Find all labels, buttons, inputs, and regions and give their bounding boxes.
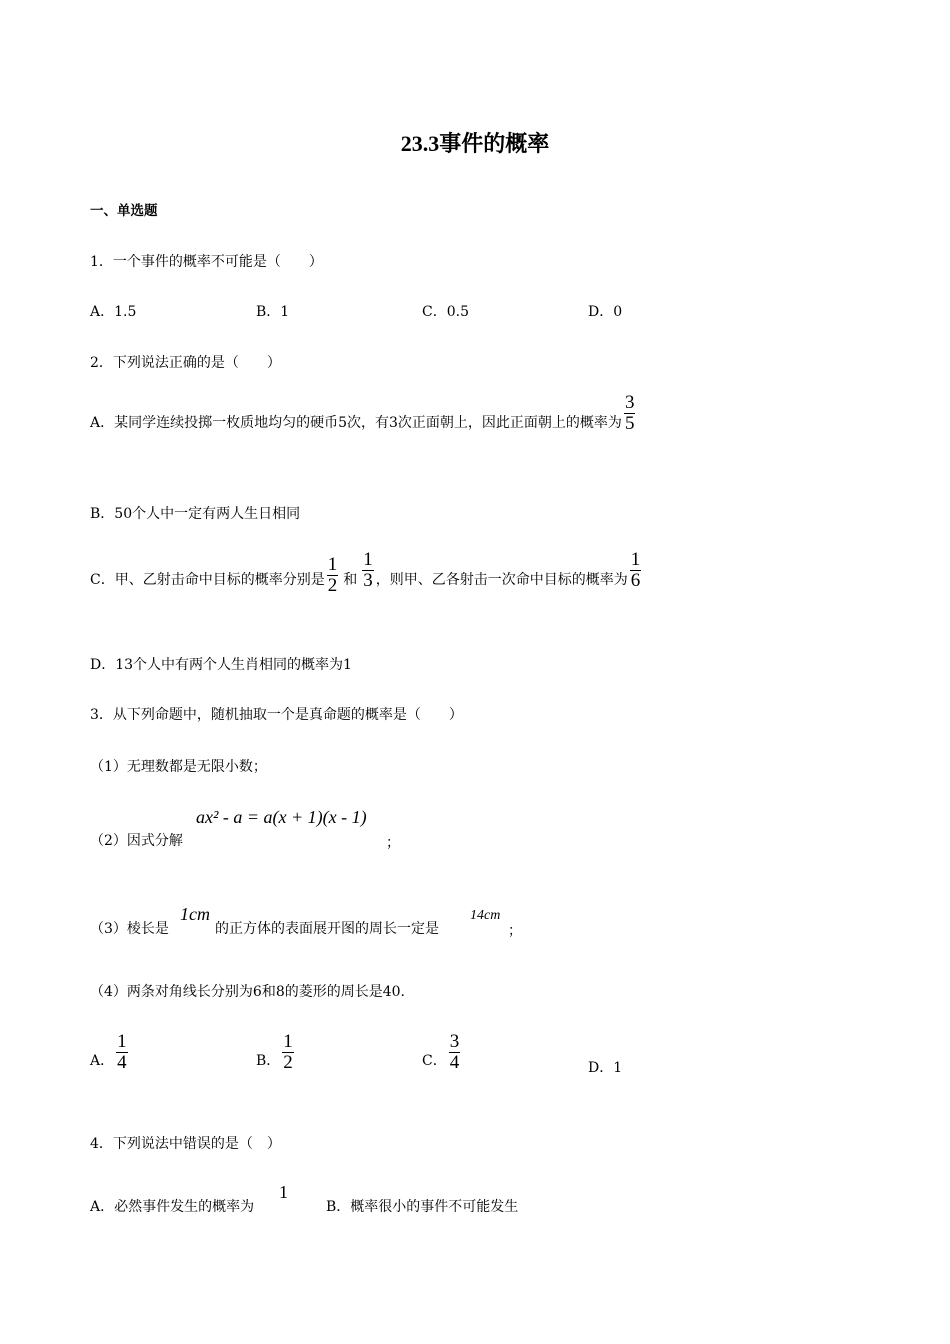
q3-proposition-3-perimeter: 14cm — [470, 908, 501, 923]
q4-option-a-text: A．必然事件发生的概率为 — [90, 1199, 255, 1215]
fraction-numerator: 3 — [449, 1031, 460, 1052]
q2-option-d: D．13个人中有两个人生肖相同的概率为1 — [90, 657, 352, 673]
q2-option-c-text-2: ，则甲、乙各射击一次命中目标的概率为 — [375, 572, 628, 589]
q3-proposition-2-formula — [196, 808, 367, 826]
page-title: 23.3事件的概率 — [400, 131, 550, 156]
q3-option-a-fraction — [116, 1032, 128, 1073]
q4-option-b: B．概率很小的事件不可能发生 — [326, 1199, 519, 1215]
q2-option-c-fraction-3 — [630, 550, 642, 591]
q3-option-c — [422, 1032, 462, 1073]
q3-option-b — [256, 1032, 296, 1073]
factorization-formula: ax² - a = a(x + 1)(x - 1) — [196, 807, 367, 827]
q2-option-c-fraction-1 — [327, 555, 339, 596]
q2-option-c-text-1: C．甲、乙射击命中目标的概率分别是 — [90, 572, 325, 589]
q2-option-a-fraction — [624, 393, 636, 434]
fraction-denominator: 3 — [363, 569, 373, 591]
question-2-stem: 2．下列说法正确的是（ ） — [90, 355, 281, 371]
q2-option-c-fraction-2 — [362, 550, 374, 591]
q3-option-b-label: B． — [256, 1053, 281, 1070]
q2-option-c-and: 和 — [343, 572, 358, 589]
fraction-denominator: 6 — [630, 569, 641, 591]
question-3-stem: 3．从下列命题中，随机抽取一个是真命题的概率是（ ） — [90, 707, 463, 723]
q3-proposition-3-end: ； — [508, 923, 522, 939]
fraction-denominator: 2 — [283, 1051, 293, 1073]
q4-option-a-value: 1 — [279, 1182, 288, 1202]
q2-option-a-text: A．某同学连续投掷一枚质地均匀的硬币5次，有3次正面朝上，因此正面朝上的概率为 — [90, 415, 622, 432]
q1-option-b: B．1 — [256, 304, 290, 320]
fraction-numerator: 3 — [624, 392, 635, 413]
fraction-numerator: 1 — [630, 549, 641, 570]
fraction-numerator: 1 — [363, 549, 373, 570]
fraction-denominator: 4 — [449, 1051, 460, 1073]
q3-proposition-1: （1）无理数都是无限小数； — [90, 759, 267, 775]
q2-option-a — [90, 392, 637, 434]
q3-proposition-2-end: ； — [386, 835, 400, 851]
question-1-stem: 1．一个事件的概率不可能是（ ） — [90, 254, 323, 270]
q1-option-a: A．1.5 — [90, 304, 137, 320]
fraction-numerator: 1 — [327, 554, 338, 575]
fraction-denominator: 2 — [327, 574, 338, 596]
q3-proposition-3-label: （3）棱长是 — [90, 921, 169, 937]
q3-proposition-3-length: 1cm — [180, 904, 210, 924]
q3-option-d: D．1 — [588, 1060, 623, 1076]
q2-option-c — [90, 549, 643, 596]
q3-option-c-fraction — [449, 1032, 461, 1073]
q3-option-a — [90, 1032, 130, 1073]
q1-option-d: D．0 — [588, 304, 623, 320]
q3-option-a-label: A． — [90, 1053, 115, 1070]
q3-option-b-fraction — [282, 1032, 294, 1073]
fraction-numerator: 1 — [283, 1031, 293, 1052]
q2-option-b: B．50个人中一定有两人生日相同 — [90, 506, 301, 522]
fraction-denominator: 5 — [624, 412, 635, 434]
q3-proposition-3-middle: 的正方体的表面展开图的周长一定是 — [215, 921, 439, 937]
q3-proposition-2-label: （2）因式分解 — [90, 833, 183, 849]
section-heading: 一、单选题 — [90, 203, 158, 219]
question-4-stem: 4．下列说法中错误的是（ ） — [90, 1136, 281, 1152]
q3-option-c-label: C． — [422, 1053, 447, 1070]
q1-option-c: C．0.5 — [422, 304, 469, 320]
fraction-numerator: 1 — [117, 1031, 127, 1052]
q3-proposition-4: （4）两条对角线长分别为6和8的菱形的周长是40. — [90, 984, 405, 1000]
fraction-denominator: 4 — [117, 1051, 127, 1073]
